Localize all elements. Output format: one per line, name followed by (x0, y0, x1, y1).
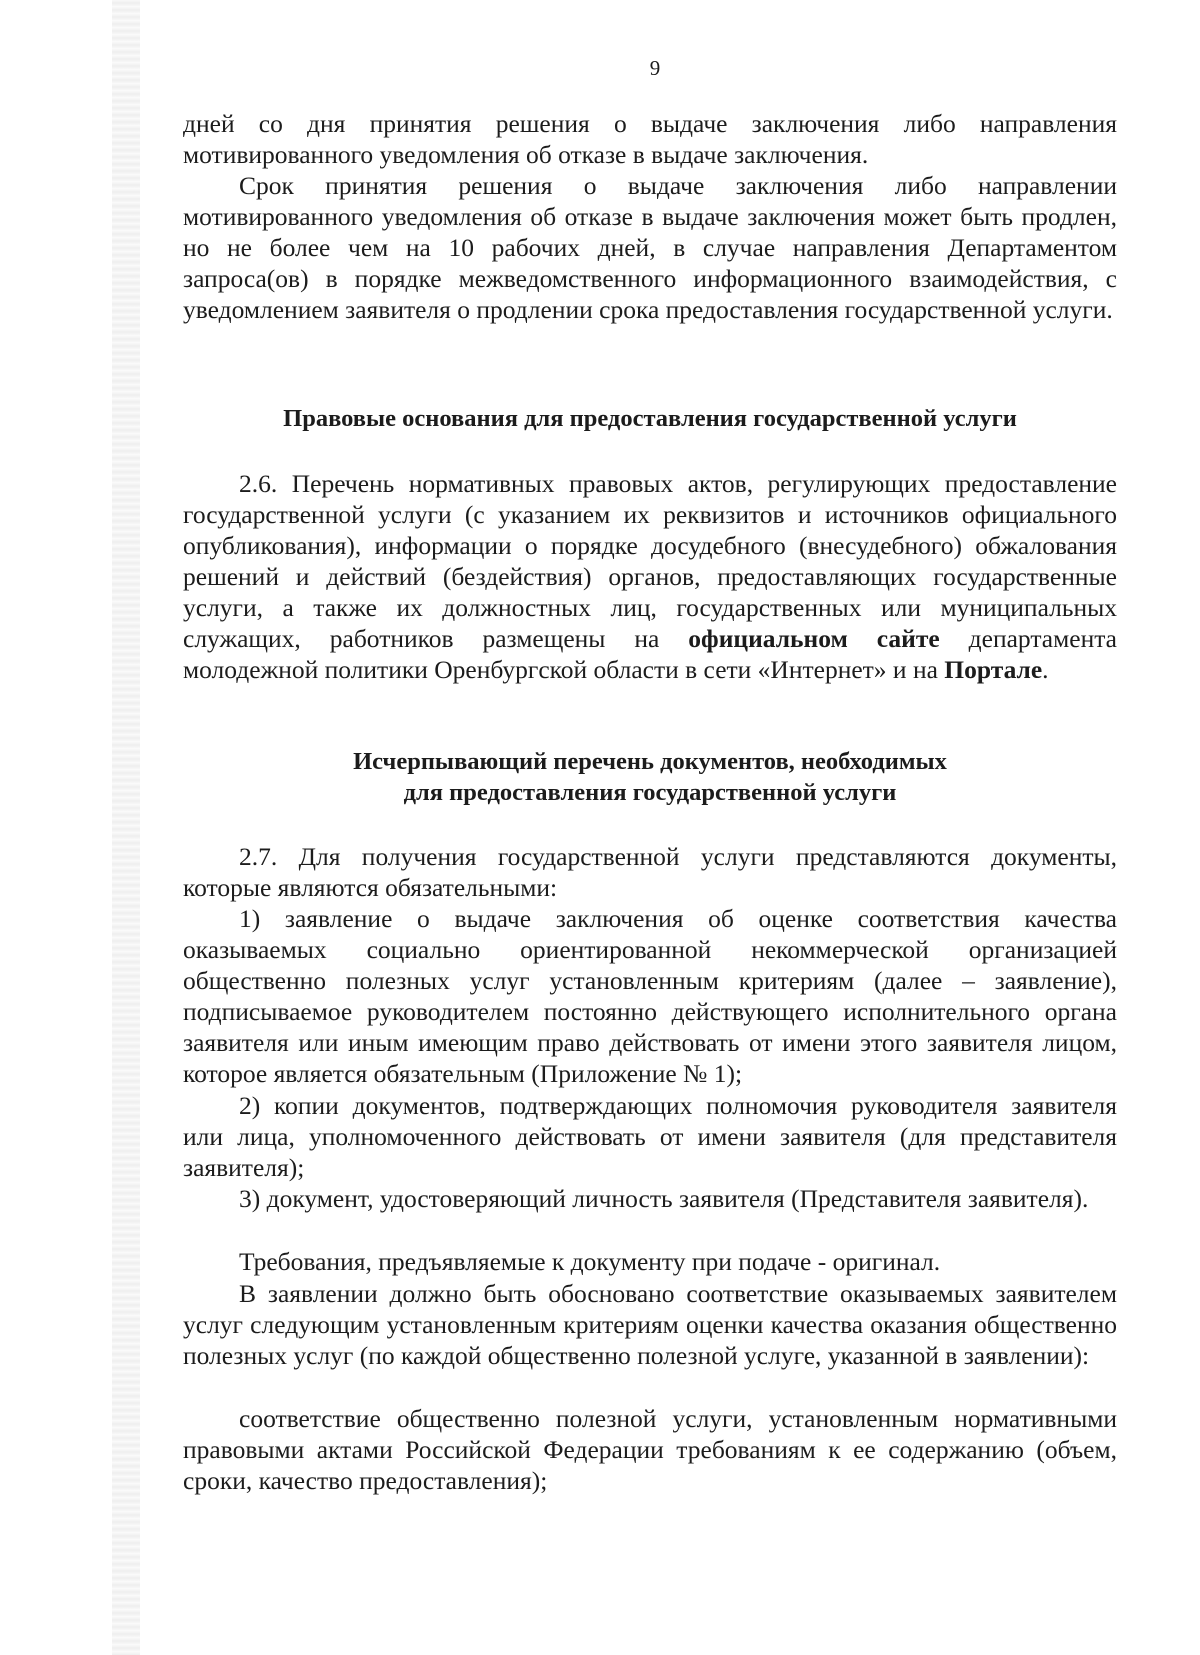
paragraph-deadline-end: дней со дня принятия решения о выдаче заключения либо направления мотивированного уведомления об отказе в выдаче заключения. (183, 109, 1117, 169)
heading-documents-line1: Исчерпывающий перечень документов, необходимых (353, 748, 947, 775)
paragraph-requirements: Требования, предъявляемые к документу при подаче - оригинал. (239, 1247, 941, 1276)
list-item-application: 1) заявление о выдаче заключения об оценке соответствия качества оказываемых социально ориентированной некоммерческой организацией общественно полезных услуг установленным критериям (далее – заявление), подписываемое руководителем постоянно действующего исполнительного органа заявителя или иным имеющим право действовать от имени этого заявителя лицом, которое является обязательным (Приложение № 1); (183, 904, 1117, 1088)
paragraph-deadline-extension: Срок принятия решения о выдаче заключения либо направлении мотивированного уведомления об отказе в выдаче заключения может быть продлен, но не более чем на 10 рабочих дней, в случае направления Департаментом запроса(ов) в порядке межведомственного информационного взаимодействия, с уведомлением заявителя о продлении срока предоставления государственной услуги. (183, 171, 1117, 324)
paragraph-2-7-intro: 2.7. Для получения государственной услуги представляются документы, которые являются обязательными: (183, 842, 1117, 902)
scan-edge-shadow (112, 0, 140, 1655)
heading-legal-basis: Правовые основания для предоставления государственной услуги (283, 405, 1017, 432)
portal-name: Портале (944, 655, 1043, 684)
paragraph-compliance: соответствие общественно полезной услуги, установленным нормативными правовыми актами Российской Федерации требованиям к ее содержанию (объем, сроки, качество предоставления); (183, 1404, 1117, 1495)
text-2-6-part1: 2.6. Перечень нормативных правовых актов, регулирующих предоставление государственной услуги (с указанием их реквизитов и источников официального опубликования), информации о порядке досудебного (внесудебного) обжалования решений и действий (бездействия) органов, предоставляющих государственные услуги, а также их должностных лиц, государственных или муниципальных служащих, работников размещены на (183, 469, 1117, 653)
paragraph-criteria: В заявлении должно быть обосновано соответствие оказываемых заявителем услуг следующим установленным критериям оценки качества оказания общественно полезных услуг (по каждой общественно полезной услуге, указанной в заявлении): (183, 1279, 1117, 1370)
text-2-6-part3: . (1042, 655, 1049, 684)
link-official-site: официальном сайте (688, 624, 940, 653)
paragraph-2-6 (183, 468, 1117, 685)
heading-documents-line2: для предоставления государственной услуги (403, 779, 897, 806)
list-item-authority-copies: 2) копии документов, подтверждающих полномочия руководителя заявителя или лица, уполномоченного действовать от имени заявителя (для представителя заявителя); (183, 1091, 1117, 1182)
list-item-identity-document: 3) документ, удостоверяющий личность заявителя (Представителя заявителя). (239, 1184, 1089, 1213)
heading-documents (183, 746, 1117, 808)
page-number: 9 (649, 56, 661, 80)
text-2-6-part2: департамента молодежной политики Оренбургской области в сети «Интернет» и на (183, 624, 1117, 684)
